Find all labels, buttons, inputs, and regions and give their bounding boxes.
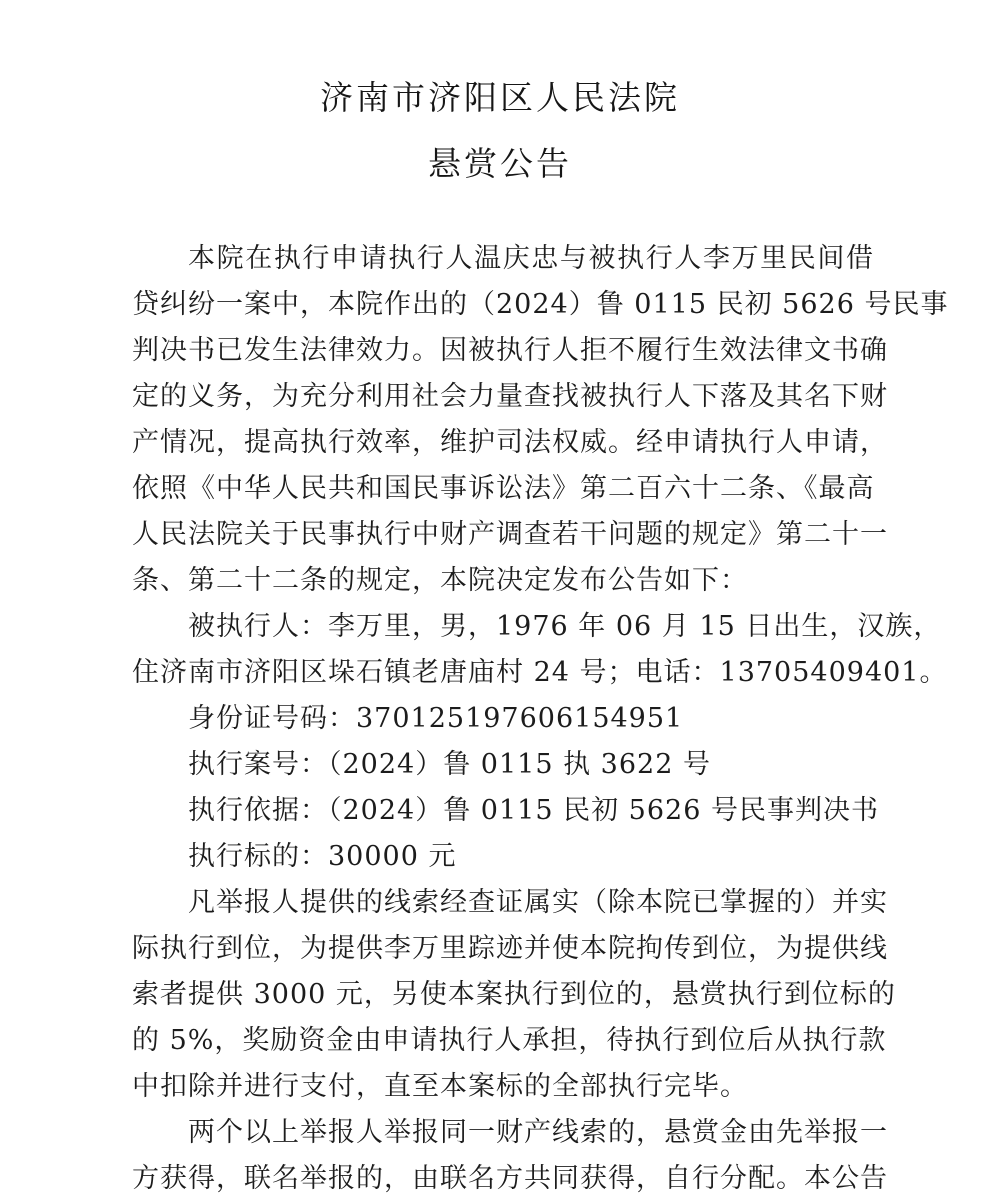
multiple-reporters-paragraph <box>132 1110 888 1202</box>
text-line: 贷纠纷一案中，本院作出的（2024）鲁 0115 民初 5626 号民事 <box>132 289 949 320</box>
respondent-line: 被执行人：李万里，男，1976 年 06 月 15 日出生，汉族， <box>188 611 942 642</box>
notice-body <box>132 236 949 1202</box>
reward-paragraph <box>132 880 896 1110</box>
text-line: 的 5%，奖励资金由申请执行人承担，待执行到位后从执行款 <box>132 1025 887 1056</box>
text-line: 人民法院关于民事执行中财产调查若干问题的规定》第二十一 <box>132 519 888 550</box>
intro-paragraph <box>132 236 949 604</box>
text-line: 本院在执行申请执行人温庆忠与被执行人李万里民间借 <box>188 243 874 274</box>
text-line: 凡举报人提供的线索经查证属实（除本院已掌握的）并实 <box>188 887 888 918</box>
case-number-field: 执行案号：（2024）鲁 0115 执 3622 号 <box>188 749 711 780</box>
execution-amount-field: 执行标的：30000 元 <box>188 841 457 872</box>
court-name: 济南市济阳区人民法院 <box>320 78 680 117</box>
document-title: 悬赏公告 <box>428 144 572 183</box>
text-line: 产情况，提高执行效率，维护司法权威。经申请执行人申请， <box>132 427 888 458</box>
id-number-field: 身份证号码：370125197606154951 <box>188 703 684 734</box>
text-line: 中扣除并进行支付，直至本案标的全部执行完毕。 <box>132 1071 748 1102</box>
respondent-paragraph <box>132 604 948 696</box>
text-line: 判决书已发生法律效力。因被执行人拒不履行生效法律文书确 <box>132 335 888 366</box>
text-line: 两个以上举报人举报同一财产线索的，悬赏金由先举报一 <box>188 1117 888 1148</box>
respondent-address-line: 住济南市济阳区垛石镇老唐庙村 24 号；电话：13705409401。 <box>132 657 948 688</box>
case-fields <box>132 696 879 880</box>
text-line: 定的义务，为充分利用社会力量查找被执行人下落及其名下财 <box>132 381 888 412</box>
text-line: 依照《中华人民共和国民事诉讼法》第二百六十二条、《最高 <box>132 473 875 504</box>
text-line: 际执行到位，为提供李万里踪迹并使本院拘传到位，为提供线 <box>132 933 888 964</box>
execution-basis-field: 执行依据：（2024）鲁 0115 民初 5626 号民事判决书 <box>188 795 879 826</box>
text-line: 方获得，联名举报的，由联名方共同获得，自行分配。本公告 <box>132 1163 888 1194</box>
text-line: 索者提供 3000 元，另使本案执行到位的，悬赏执行到位标的 <box>132 979 896 1010</box>
text-line: 条、第二十二条的规定，本院决定发布公告如下： <box>132 565 748 596</box>
